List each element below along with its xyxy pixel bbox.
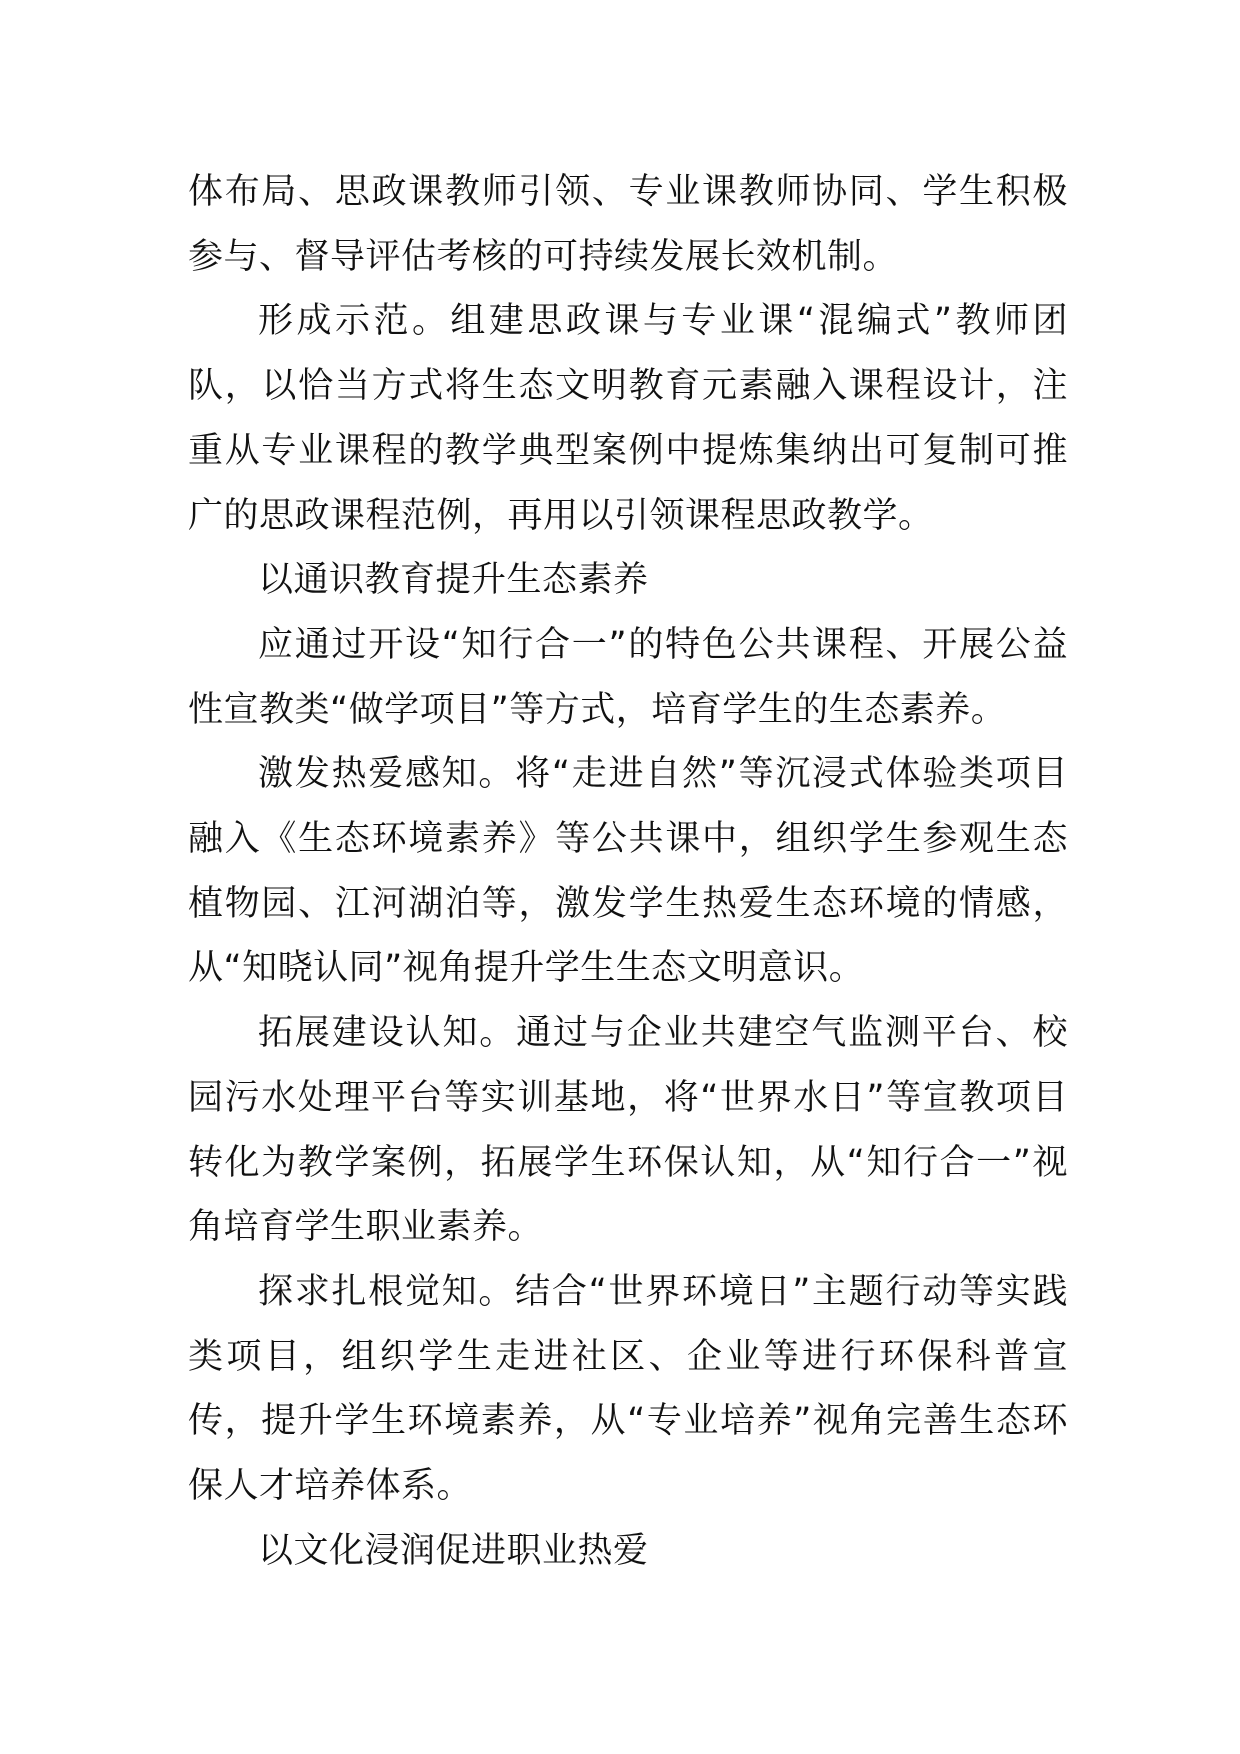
paragraph-demonstration: 形成示范。组建思政课与专业课“混编式”教师团队，以恰当方式将生态文明教育元素融入课程设计，注重从专业课程的教学典型案例中提炼集纳出可复制可推广的思政课程范例，再用以引领课程思政教学。 (188, 301, 1068, 536)
section-heading-general-education: 以通识教育提升生态素养 (258, 560, 649, 601)
paragraph-public-courses: 应通过开设“知行合一”的特色公共课程、开展公益性宣教类“做学项目”等方式，培育学生的生态素养。 (188, 624, 1068, 730)
paragraph-explore-awareness: 探求扎根觉知。结合“世界环境日”主题行动等实践类项目，组织学生走进社区、企业等进行环保科普宣传，提升学生环境素养，从“专业培养”视角完善生态环保人才培养体系。 (188, 1271, 1068, 1507)
document-body (188, 160, 1068, 1583)
paragraph-expand-cognition: 拓展建设认知。通过与企业共建空气监测平台、校园污水处理平台等实训基地，将“世界水日”等宣教项目转化为教学案例，拓展学生环保认知，从“知行合一”视角培育学生职业素养。 (188, 1013, 1068, 1248)
paragraph-mechanism: 体布局、思政课教师引领、专业课教师协同、学生积极参与、督导评估考核的可持续发展长效机制。 (188, 172, 1068, 277)
section-heading-cultural-immersion: 以文化浸润促进职业热爱 (258, 1530, 649, 1571)
paragraph-inspire-love: 激发热爱感知。将“走进自然”等沉浸式体验类项目融入《生态环境素养》等公共课中，组织学生参观生态植物园、江河湖泊等，激发学生热爱生态环境的情感，从“知晓认同”视角提升学生生态文明意识。 (188, 754, 1068, 989)
